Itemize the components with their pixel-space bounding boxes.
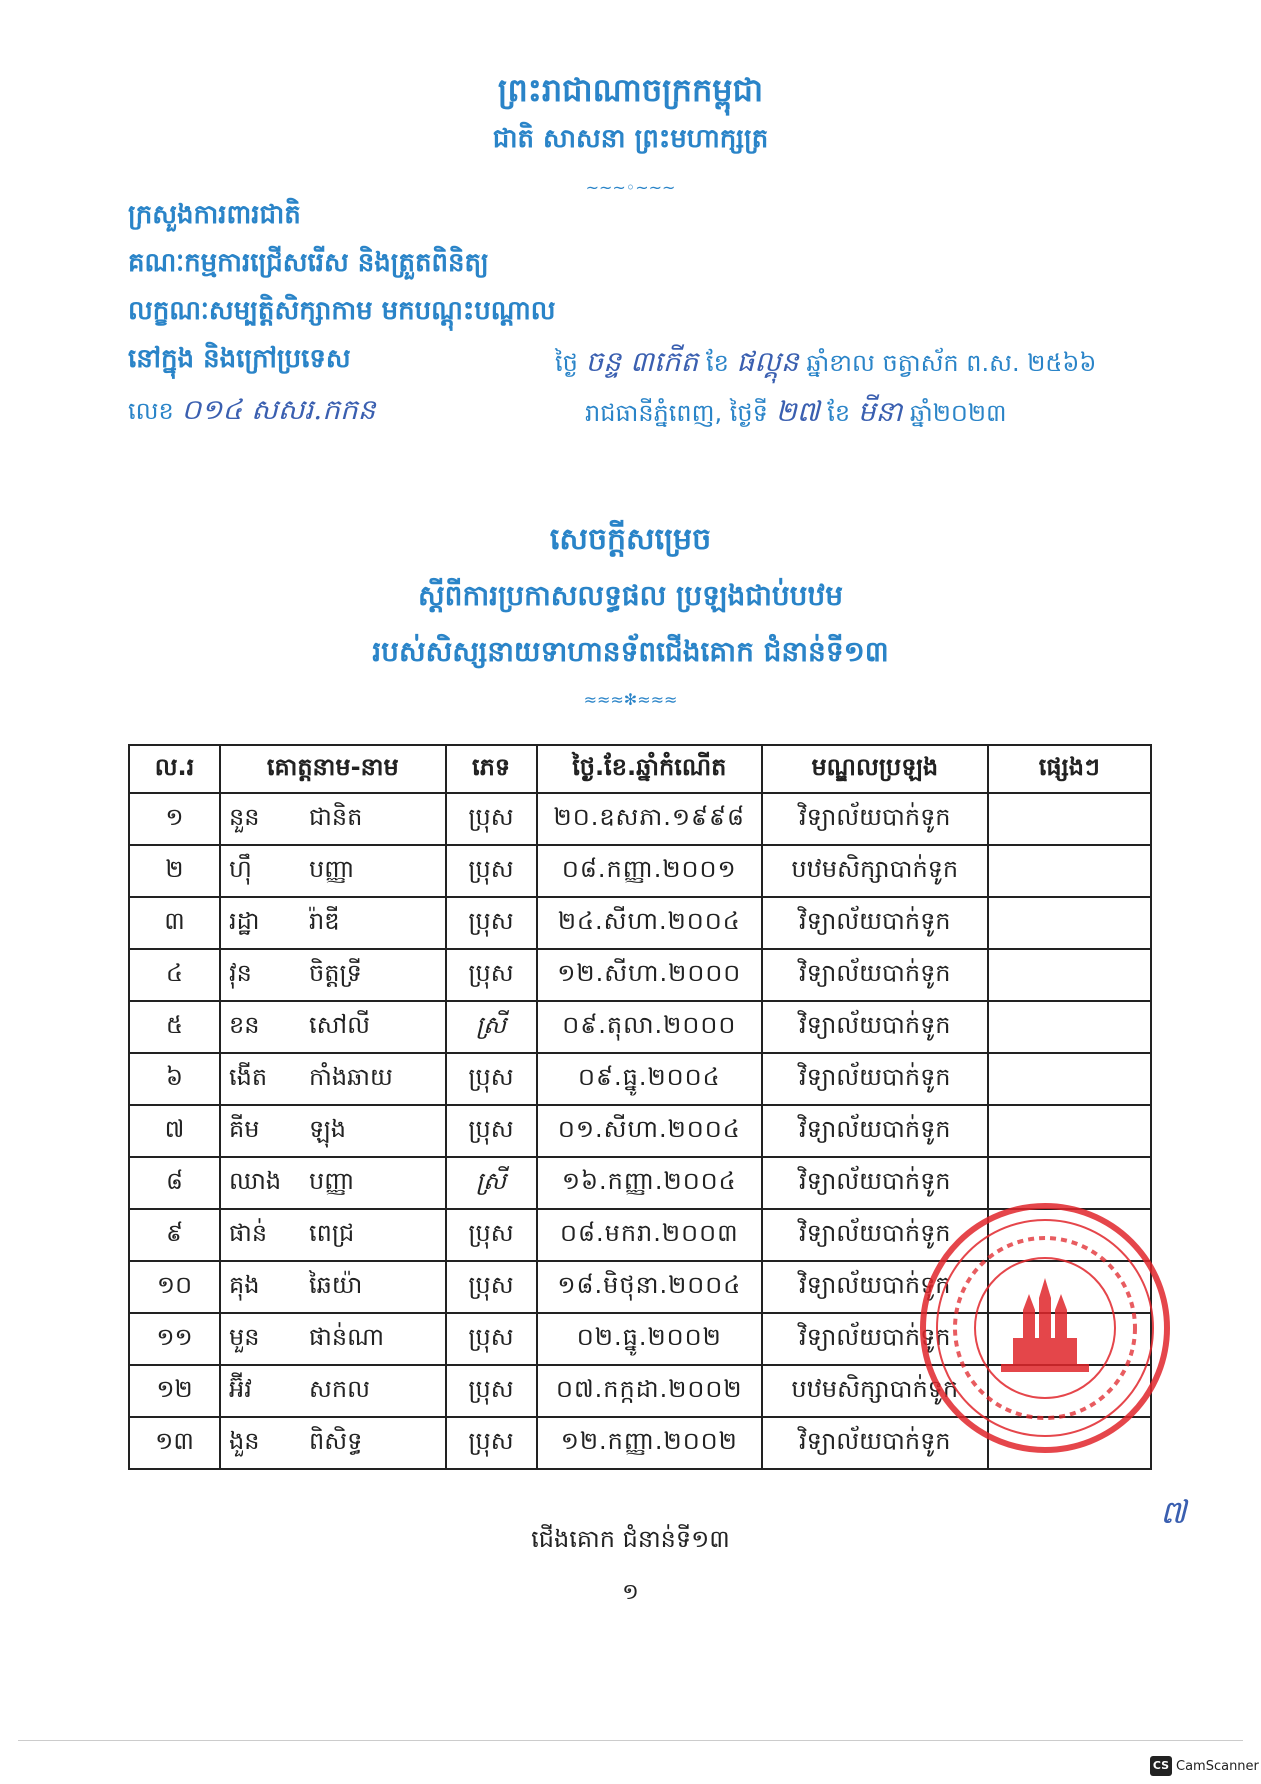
- row-number: ៨: [129, 1157, 220, 1209]
- row-number: ៦: [129, 1053, 220, 1105]
- place-prefix: រាជធានីភ្នំពេញ, ថ្ងៃទី: [585, 399, 768, 427]
- row-full-name: [220, 949, 446, 1001]
- qualification-line: លក្ខណៈសម្បត្តិសិក្សាកាម មកបណ្តុះបណ្តាល: [128, 296, 556, 326]
- col-header-sex: ភេទ: [446, 745, 537, 793]
- decision-subject-line1: ស្តីពីការប្រកាសលទ្ធផល ប្រឡងជាប់បឋម: [418, 579, 843, 612]
- row-surname: រដ្ឋា: [229, 906, 260, 935]
- row-sex: ប្រុស: [446, 1261, 537, 1313]
- row-number: ១៣: [129, 1417, 220, 1469]
- row-given-name: ឡុង: [309, 1114, 346, 1143]
- row-given-name: រ៉ាឌី: [309, 906, 340, 935]
- row-remarks: [988, 949, 1151, 1001]
- title-ornament: ≈≈≈✻≈≈≈: [583, 690, 678, 709]
- row-exam-center: វិទ្យាល័យបាក់ទូក: [762, 1209, 988, 1261]
- row-given-name: ផាន់ណា: [309, 1322, 385, 1351]
- row-full-name: [220, 1105, 446, 1157]
- row-full-name: [220, 793, 446, 845]
- table-header-row: [129, 745, 1151, 793]
- row-number: ២: [129, 845, 220, 897]
- row-sex: ប្រុស: [446, 1105, 537, 1157]
- row-date-of-birth: ២០.ឧសភា.១៩៩៨: [537, 793, 763, 845]
- row-sex: ស្រី: [446, 1001, 537, 1053]
- row-sex: ស្រី: [446, 1157, 537, 1209]
- lunar-date-line: [555, 344, 1096, 385]
- ministry-name: ក្រសួងការពារជាតិ: [128, 200, 301, 230]
- row-given-name: ឆៃយ៉ា: [309, 1270, 363, 1299]
- row-sex: ប្រុស: [446, 1365, 537, 1417]
- row-remarks: [988, 1001, 1151, 1053]
- row-exam-center: វិទ្យាល័យបាក់ទូក: [762, 1105, 988, 1157]
- number-value-handwritten: ០១៤ សសរ.កកន: [181, 393, 376, 426]
- gregorian-date-line: [585, 394, 1007, 435]
- row-date-of-birth: ០៨.កញ្ញា.២០០១: [537, 845, 763, 897]
- kingdom-heading: ព្រះរាជាណាចក្រកម្ពុជា: [497, 71, 764, 109]
- row-surname: គីម: [229, 1114, 260, 1143]
- table-row: [129, 1001, 1151, 1053]
- row-full-name: [220, 1261, 446, 1313]
- row-remarks: [988, 1105, 1151, 1157]
- row-surname: វុន: [229, 958, 252, 987]
- lunar-date-prefix: ថ្ងៃ: [555, 349, 578, 377]
- row-surname: ផាន់: [229, 1218, 268, 1247]
- table-row: [129, 845, 1151, 897]
- camscanner-watermark: [1150, 1756, 1259, 1776]
- row-full-name: [220, 1417, 446, 1469]
- row-exam-center: វិទ្យាល័យបាក់ទូក: [762, 1261, 988, 1313]
- row-number: ៧: [129, 1105, 220, 1157]
- row-given-name: សៅលី: [309, 1010, 370, 1039]
- row-surname: មួន: [229, 1322, 260, 1351]
- row-number: ១២: [129, 1365, 220, 1417]
- row-number: ៣: [129, 897, 220, 949]
- row-full-name: [220, 1001, 446, 1053]
- table-row: [129, 1105, 1151, 1157]
- lunar-month-label: ខែ: [705, 349, 729, 377]
- row-sex: ប្រុស: [446, 845, 537, 897]
- row-exam-center: វិទ្យាល័យបាក់ទូក: [762, 793, 988, 845]
- row-date-of-birth: ០២.ធ្នូ.២០០២: [537, 1313, 763, 1365]
- row-date-of-birth: ១៨.មិថុនា.២០០៤: [537, 1261, 763, 1313]
- decision-subject-line2: របស់សិស្សនាយទាហានទ័ពជើងគោក ជំនាន់ទី១៣: [372, 635, 889, 668]
- number-label: លេខ: [128, 397, 174, 425]
- row-date-of-birth: ១២.កញ្ញា.២០០២: [537, 1417, 763, 1469]
- row-exam-center: វិទ្យាល័យបាក់ទូក: [762, 1417, 988, 1469]
- row-surname: ឈាង: [229, 1166, 282, 1195]
- row-number: ៩: [129, 1209, 220, 1261]
- row-exam-center: វិទ្យាល័យបាក់ទូក: [762, 949, 988, 1001]
- table-row: [129, 897, 1151, 949]
- row-remarks: [988, 1053, 1151, 1105]
- row-number: ៥: [129, 1001, 220, 1053]
- footer-caption: ជើងគោក ជំនាន់ទី១៣: [531, 1525, 730, 1553]
- row-sex: ប្រុស: [446, 897, 537, 949]
- row-sex: ប្រុស: [446, 1417, 537, 1469]
- page-number: ១: [622, 1580, 639, 1605]
- col-header-no: ល.រ: [129, 745, 220, 793]
- row-number: ១: [129, 793, 220, 845]
- row-exam-center: បឋមសិក្សាបាក់ទូក: [762, 845, 988, 897]
- row-exam-center: វិទ្យាល័យបាក់ទូក: [762, 1157, 988, 1209]
- row-sex: ប្រុស: [446, 793, 537, 845]
- committee-name: គណៈកម្មការជ្រើសរើស និងត្រួតពិនិត្យ: [128, 248, 489, 278]
- national-motto: ជាតិ សាសនា ព្រះមហាក្សត្រ: [492, 124, 769, 154]
- row-given-name: ពេជ្រ: [309, 1218, 355, 1247]
- row-exam-center: វិទ្យាល័យបាក់ទូក: [762, 1001, 988, 1053]
- month-handwritten: មីនា: [857, 395, 903, 428]
- lunar-day-handwritten: ចន្ទ ៣កើត: [585, 345, 699, 378]
- table-row: [129, 793, 1151, 845]
- row-full-name: [220, 1053, 446, 1105]
- row-given-name: កាំងឆាយ: [309, 1062, 393, 1091]
- decision-title: សេចក្តីសម្រេច: [549, 522, 712, 557]
- lunar-year: ឆ្នាំខាល ចត្វាស័ក ព.ស. ២៥៦៦: [806, 349, 1097, 377]
- row-given-name: ពិសិទ្ធ: [309, 1426, 363, 1455]
- day-handwritten: ២៧: [775, 395, 820, 428]
- table-row: [129, 1053, 1151, 1105]
- row-surname: ហ៊ឹ: [229, 854, 252, 883]
- row-exam-center: វិទ្យាល័យបាក់ទូក: [762, 897, 988, 949]
- year-text: ឆ្នាំ២០២៣: [909, 399, 1007, 427]
- row-date-of-birth: ០៩.តុលា.២០០០: [537, 1001, 763, 1053]
- col-header-other: ផ្សេងៗ: [988, 745, 1151, 793]
- row-exam-center: វិទ្យាល័យបាក់ទូក: [762, 1053, 988, 1105]
- row-full-name: [220, 1365, 446, 1417]
- document-number: [128, 392, 376, 433]
- row-number: ១០: [129, 1261, 220, 1313]
- row-surname: គុង: [229, 1270, 260, 1299]
- col-header-center: មណ្ឌលប្រឡង: [762, 745, 988, 793]
- col-header-name: គោត្តនាម-នាម: [220, 745, 446, 793]
- row-surname: ងួន: [229, 1426, 260, 1455]
- col-header-dob: ថ្ងៃ.ខែ.ឆ្នាំកំណើត: [537, 745, 763, 793]
- header-ornament: ~~~◦~~~: [585, 178, 676, 197]
- row-exam-center: វិទ្យាល័យបាក់ទូក: [762, 1313, 988, 1365]
- row-remarks: [988, 793, 1151, 845]
- official-seal-stamp: [915, 1198, 1175, 1458]
- camscanner-label: CamScanner: [1176, 1758, 1259, 1774]
- handwritten-mark: ៧: [1160, 1493, 1187, 1531]
- month-label: ខែ: [827, 399, 851, 427]
- row-number: ១១: [129, 1313, 220, 1365]
- row-full-name: [220, 1209, 446, 1261]
- row-date-of-birth: ០៩.ធ្នូ.២០០៤: [537, 1053, 763, 1105]
- row-remarks: [988, 845, 1151, 897]
- row-sex: ប្រុស: [446, 1209, 537, 1261]
- row-given-name: សកល: [309, 1374, 370, 1403]
- bottom-divider: [18, 1740, 1243, 1741]
- scope-line: នៅក្នុង និងក្រៅប្រទេស: [128, 344, 351, 374]
- row-surname: ងើត: [229, 1062, 268, 1091]
- row-surname: អ៊ីវ: [229, 1374, 252, 1403]
- row-sex: ប្រុស: [446, 949, 537, 1001]
- row-sex: ប្រុស: [446, 1053, 537, 1105]
- camscanner-logo-icon: CS: [1150, 1756, 1172, 1776]
- row-full-name: [220, 845, 446, 897]
- row-full-name: [220, 1313, 446, 1365]
- lunar-month-handwritten: ផល្គុន: [736, 345, 799, 378]
- table-row: [129, 949, 1151, 1001]
- row-given-name: បញ្ញា: [309, 854, 355, 883]
- row-surname: នួន: [229, 802, 260, 831]
- row-date-of-birth: ០៧.កក្កដា.២០០២: [537, 1365, 763, 1417]
- row-remarks: [988, 897, 1151, 949]
- row-full-name: [220, 897, 446, 949]
- row-given-name: ជានិត: [309, 802, 363, 831]
- row-surname: ខន: [229, 1010, 260, 1039]
- row-exam-center: បឋមសិក្សាបាក់ទូក: [762, 1365, 988, 1417]
- row-date-of-birth: ១២.សីហា.២០០០: [537, 949, 763, 1001]
- row-sex: ប្រុស: [446, 1313, 537, 1365]
- row-given-name: ចិត្តទ្រី: [309, 958, 362, 987]
- row-date-of-birth: ១៦.កញ្ញា.២០០៤: [537, 1157, 763, 1209]
- row-date-of-birth: ២៤.សីហា.២០០៤: [537, 897, 763, 949]
- row-number: ៤: [129, 949, 220, 1001]
- row-given-name: បញ្ញា: [309, 1166, 355, 1195]
- row-date-of-birth: ០១.សីហា.២០០៤: [537, 1105, 763, 1157]
- row-full-name: [220, 1157, 446, 1209]
- row-date-of-birth: ០៨.មករា.២០០៣: [537, 1209, 763, 1261]
